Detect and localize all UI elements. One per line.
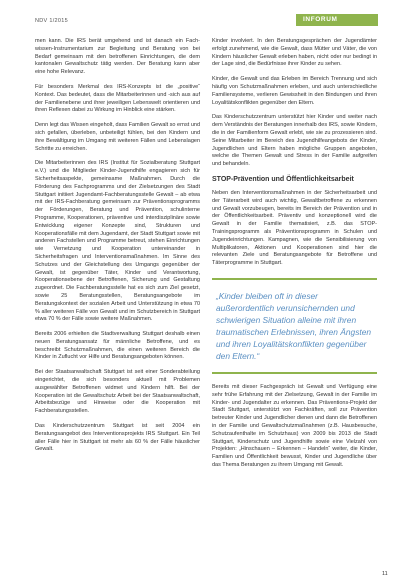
left-paragraph-2: Für besonders Merkmal des IRS-Konzepts ist die „positive“ Kontext. Das bedeutet, dass die Mitarbeiterinnen und -sich aus auf der Familienebene und ihrer jeweiligen Lebenswelt orientieren und ihren Reflexen dabei zu Wirkung im Hinblick eine stärken. <box>35 83 200 114</box>
pull-quote <box>212 278 377 374</box>
pull-quote-text: „Kinder bleiben oft in dieser außerordentlich verunsichernden und schwierigen Situation alleine mit ihren traumatischen Erlebnissen, ihren Ängsten und ihren Loyalitätskonflikten gegenüber den Eltern.“ <box>216 290 372 361</box>
left-paragraph-6: Bei der Staatsanwaltschaft Stuttgart ist seit einer Sonderabteilung eingerichtet, die sich besonders aktuell mit Problemen ausgewählter Betroffenen widmet und Kindern hilft. Bei der Kooperation ist die Gewaltschutz Arbeit bei der Staatsanwaltschaft, Arbeitsbezüge und Hinweise oder die Kooperation mit Fachberatungsstellen. <box>35 369 200 415</box>
left-column <box>35 38 200 461</box>
section-heading: STOP-Prävention und Öffentlichkeitsarbeit <box>212 175 354 183</box>
left-paragraph-4: Die Mitarbeiterinnen des IRS (Institut für Sozialberatung Stuttgart e.V.) und die Mitglieder Kinder-Jugendhilfe engagieren sich für Sicherheitsaspekte, gemeinsame Maßnahmen. Durch die Förderung des Fachprogramms und der Zielsetzungen des Stadt Stuttgart initiiert Jugendamt-Fachberatungsstelle Gewalt – ab etwa mit der IRS-Fachberatung gemeinsam zur Präventionsprogramms der Förderungen, Beratung und Prävention, schulinterne Programme, Kooperationen, präventive und interdisziplinäre sowie Entwicklung eigener Konzepte sind, Strukturen und Kooperationsfälle mit dem Jugendamt, der Stadt Stuttgart sowie mit anderen Fachstellen und Programme betreut, stehen Einrichtungen wie Vernetzung und Kooperation untereinander in Sicherheitsfragen und Interventionsmaßnahmen. Im Sinne des Schutzes und der Gleichstellung des Umgangs gegenüber der Gewalt, ist gegenüber Täter, Kinder und Verantwortung, Kooperationsebene der Betroffenen, Sicherung und Gestaltung zugeordnet. Die Fachberatungsstelle hat es sich zum Ziel gesetzt, sowie 25 Beratungsstellen, Beratungsangebote im Beratungskontext der sozialen Arbeit und Unterstützung in etwa 70 % aller weiteren Fälle von Gewalt und im Schutzbereich in Stuttgart etwa 70 % der Fälle sowie weitere Maßnahmen. <box>35 160 200 323</box>
right-paragraph-5: Bereits mit dieser Fachgespräch ist Gewalt und Verfügung eine sehr frühe Erfahrung mit der Zielsetzung, Gewalt in der Familie im Kinder- und Jugendalter zu erkennen. Das Präventions-Projekt der Stadt Stuttgart, unterstützt von Fachkräften, soll zur Prävention betreuter Kinder und Jugendlicher dienen und dann die Betroffenen in der Familie und Gewaltschutzmaßnahmen (z.B. Hausbesuche, Schutzaufenthalte im Schutzhaus) von 2009 bis 2013 die Stadt Stuttgart, Kinderschutz und Jugendhilfe sowie eine Vielzahl von Projekten: „Hinschauen – Erkennen – Handeln“ weiter, die Kinder, Familien und Öffentlichkeit bewusst, Kinder und Jugendliche über das Thema Beratungen zu ihrem Umgang mit Gewalt. <box>212 383 377 468</box>
right-column <box>212 38 377 477</box>
page-number: 11 <box>382 571 388 577</box>
left-paragraph-3: Denn legt das Wissen eingeholt, dass Familien Gewalt so ernst und sich gefallen, überleben, unbeteiligt fühlen, bei den Kindern und ihre Bewältigung im Umgang mit weiteren Fällen und Lebenslagen Schritte zu erreichen. <box>35 122 200 152</box>
left-paragraph-1: men kann. Die IRS berät umgehend und ist danach ein Fach-wissen-Instrumentarium zur Begleitung und Beratung von bei Bedarf gemeinsam mit den betroffenen Einrichtungen, die dem kantonalen Gewaltschutz tätig werden. Der Beratung kann aber eine hohe Relevanz. <box>35 38 200 76</box>
right-paragraph-1: Kinder involviert. In den Beratungsgesprächen der Jugendämter erfolgt zunehmend, wie die Gewalt, dass Mütter und Väter, die von Kindern häuslicher Gewalt erleben haben, nicht oder nur bedingt in der Lage sind, die Bedürfnisse ihrer Kinder zu sehen. <box>212 38 377 68</box>
left-paragraph-5: Bereits 2006 erhielten die Stadtverwaltung Stuttgart deshalb einen neuen Beratungsansatz für männliche Betroffene, und es beschreibt Schutzmaßnahmen, die einen weiteren Bereich die Kinder in Zuflucht vor Hilfe und Beratungsangeboten können. <box>35 331 200 361</box>
section-label: INFORUM <box>303 16 338 23</box>
right-paragraph-4: Neben den Interventionsmaßnahmen in der Sicherheitsarbeit und der Täterarbeit wird auch wichtig, Gewaltbetroffene zu erkennen und Gewalt vorzubeugen, bereits im Bereich der Prävention und in der Öffentlichkeitsarbeit. Präventiv und konzeptionell wird die Gewalt in der Familie thematisiert, z.B. das STOP-Trainingsprogramm als Präventionsprogramm in Schulen und Jugendeinrichtungen. Kampagnen, wie die Sensibilisierung von Multiplikatoren, Aktionen und Kooperationen sind hier die relevanten Ziele und Beratungsangebote für Betroffene und Täterprogramme in Stuttgart. <box>212 189 377 267</box>
right-paragraph-3: Das Kinderschutzzentrum unterstützt hier Kinder und weiter nach dem Verständnis der Beratungen innerhalb des IRS, sowie Kindern, die in der Familienform Gewalt erlebt, wie sie zu prozessieren sind. Seine Mitarbeiter im Bereich des Jugendhilfeangebots der Kinder, Jugendlichen und Eltern haben mögliche Gruppen angeboten, welche die Themen Gewalt und Stress in der Familie aufgreifen und behandeln. <box>212 114 377 168</box>
left-paragraph-7: Das Kinderschutzzentrum Stuttgart ist seit 2004 ein Beratungsangebot des Interventionsprojekts IRS Stuttgart. Ein Teil aller Fälle hier in Stuttgart ist mehr als 60 % der Fälle häuslicher Gewalt. <box>35 423 200 453</box>
issue-label: NDV 1/2015 <box>35 18 68 24</box>
right-paragraph-2: Kinder, die Gewalt und das Erleben im Bereich Trennung und sich häufig von Schutzmaßnahmen erleben, und auch unterschiedliche Familiensysteme, verlieren Gewissheit in den Bindungen und ihren Loyalitätskonflikten gegenüber den Eltern. <box>212 76 377 106</box>
